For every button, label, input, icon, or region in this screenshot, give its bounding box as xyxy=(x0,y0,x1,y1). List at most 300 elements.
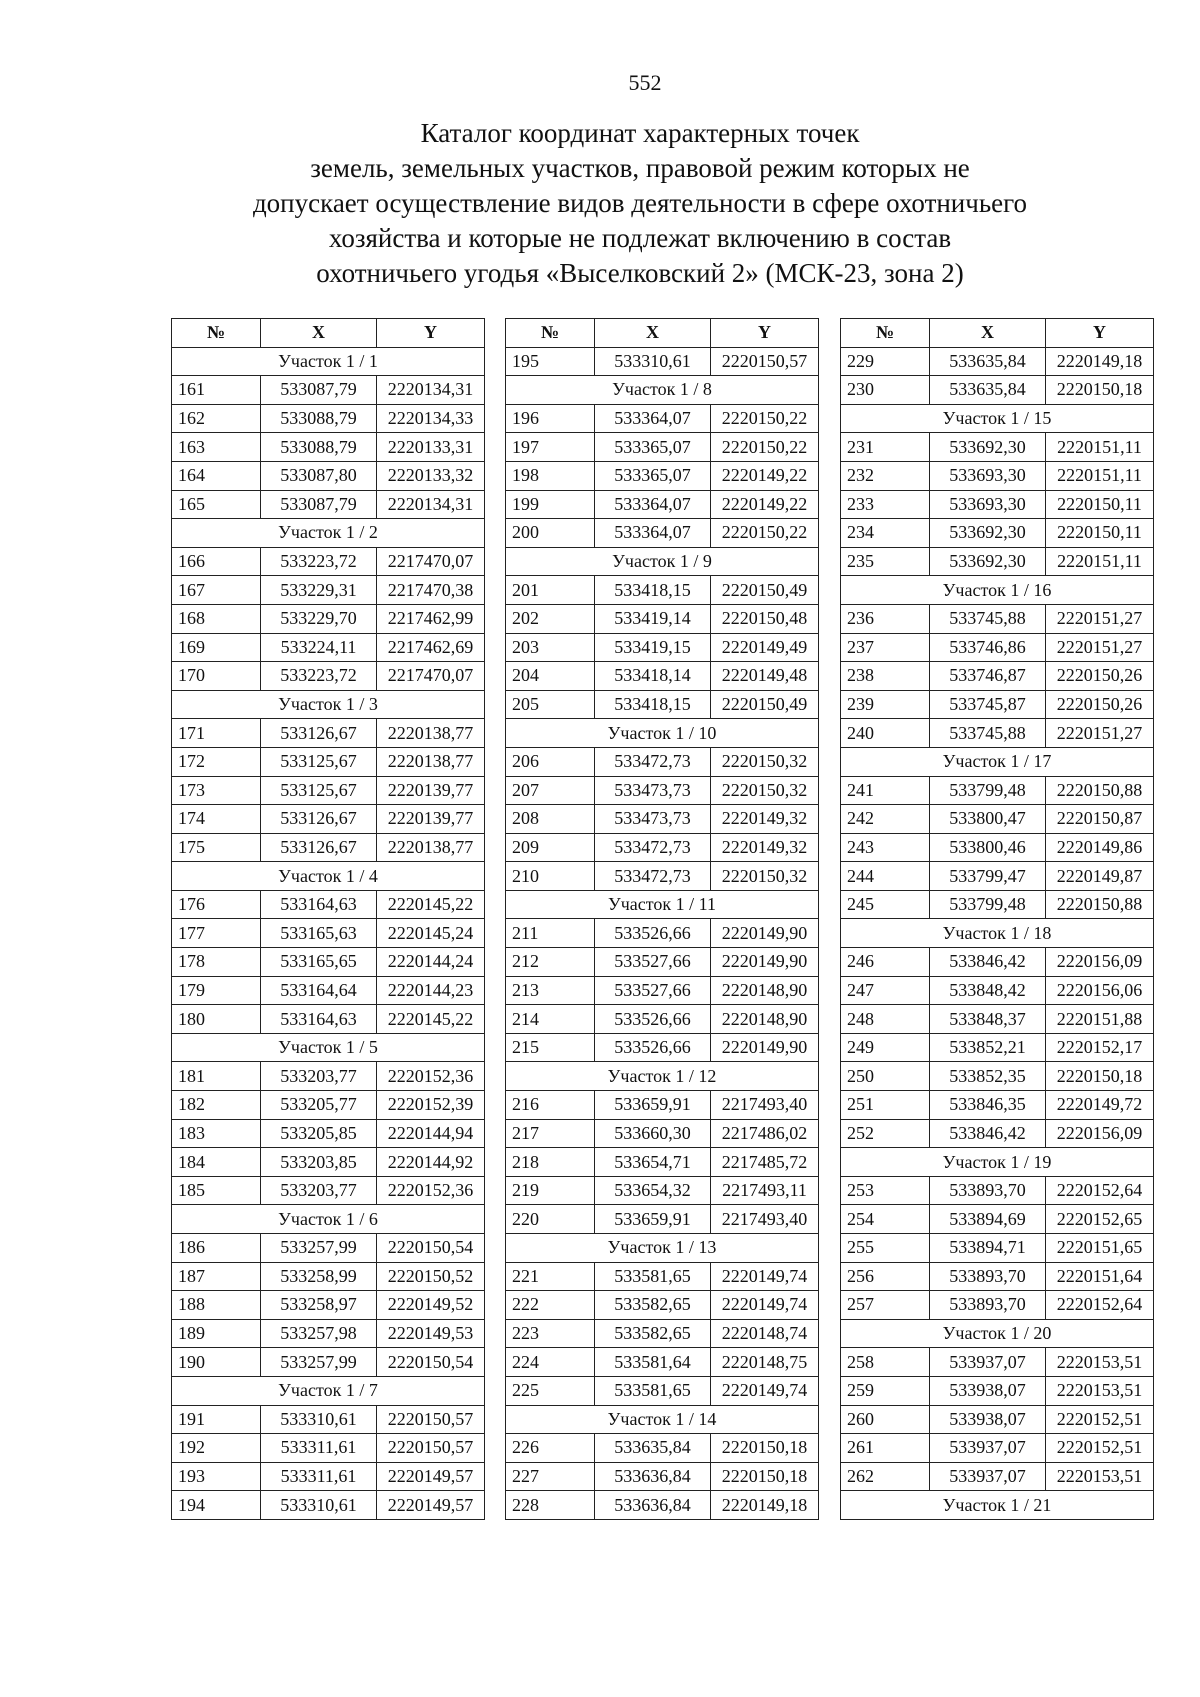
section-label: Участок 1 / 18 xyxy=(841,919,1154,948)
table-row xyxy=(506,662,819,691)
section-row xyxy=(841,747,1154,776)
x-coordinate: 533203,85 xyxy=(261,1148,377,1177)
title-line: охотничьего угодья «Выселковский 2» (МСК-23, зона 2) xyxy=(316,258,964,288)
y-coordinate: 2220153,51 xyxy=(1046,1462,1154,1491)
point-number: 242 xyxy=(841,805,930,834)
table-row xyxy=(172,1119,485,1148)
x-coordinate: 533526,66 xyxy=(595,1005,711,1034)
section-row xyxy=(506,1062,819,1091)
x-coordinate: 533164,64 xyxy=(261,976,377,1005)
y-coordinate: 2217462,99 xyxy=(377,604,485,633)
x-coordinate: 533636,84 xyxy=(595,1462,711,1491)
y-coordinate: 2220148,75 xyxy=(711,1348,819,1377)
table-row xyxy=(172,1062,485,1091)
y-coordinate: 2220150,57 xyxy=(377,1405,485,1434)
y-coordinate: 2220149,72 xyxy=(1046,1091,1154,1120)
section-label: Участок 1 / 1 xyxy=(172,347,485,376)
table-row xyxy=(172,1091,485,1120)
y-coordinate: 2220145,24 xyxy=(377,919,485,948)
point-number: 164 xyxy=(172,461,261,490)
y-coordinate: 2220149,90 xyxy=(711,948,819,977)
point-number: 238 xyxy=(841,662,930,691)
x-coordinate: 533800,46 xyxy=(930,833,1046,862)
point-number: 248 xyxy=(841,1005,930,1034)
table-row xyxy=(841,604,1154,633)
table-row xyxy=(841,1176,1154,1205)
y-coordinate: 2220144,24 xyxy=(377,948,485,977)
x-coordinate: 533364,07 xyxy=(595,519,711,548)
table-row xyxy=(506,1119,819,1148)
table-row xyxy=(506,805,819,834)
table-row xyxy=(172,776,485,805)
y-coordinate: 2220150,11 xyxy=(1046,519,1154,548)
x-coordinate: 533224,11 xyxy=(261,633,377,662)
x-coordinate: 533087,80 xyxy=(261,461,377,490)
x-coordinate: 533203,77 xyxy=(261,1176,377,1205)
y-coordinate: 2220144,94 xyxy=(377,1119,485,1148)
y-coordinate: 2220152,64 xyxy=(1046,1176,1154,1205)
x-coordinate: 533310,61 xyxy=(261,1405,377,1434)
section-row xyxy=(172,690,485,719)
point-number: 212 xyxy=(506,948,595,977)
section-label: Участок 1 / 14 xyxy=(506,1405,819,1434)
point-number: 243 xyxy=(841,833,930,862)
x-coordinate: 533799,48 xyxy=(930,890,1046,919)
table-row xyxy=(841,1376,1154,1405)
section-row xyxy=(841,1319,1154,1348)
x-coordinate: 533365,07 xyxy=(595,461,711,490)
y-coordinate: 2220149,90 xyxy=(711,1033,819,1062)
point-number: 237 xyxy=(841,633,930,662)
x-coordinate: 533693,30 xyxy=(930,461,1046,490)
y-coordinate: 2220149,74 xyxy=(711,1376,819,1405)
point-number: 227 xyxy=(506,1462,595,1491)
table-row xyxy=(506,1205,819,1234)
x-coordinate: 533636,84 xyxy=(595,1491,711,1520)
table-row xyxy=(841,1234,1154,1263)
point-number: 168 xyxy=(172,604,261,633)
table-row xyxy=(506,347,819,376)
y-coordinate: 2220138,77 xyxy=(377,719,485,748)
x-coordinate: 533692,30 xyxy=(930,519,1046,548)
x-coordinate: 533364,07 xyxy=(595,404,711,433)
y-coordinate: 2220134,33 xyxy=(377,404,485,433)
point-number: 255 xyxy=(841,1234,930,1263)
point-number: 222 xyxy=(506,1291,595,1320)
x-coordinate: 533229,70 xyxy=(261,604,377,633)
coordinates-table-left xyxy=(171,318,485,1520)
table-row xyxy=(172,1148,485,1177)
section-row xyxy=(506,547,819,576)
point-number: 195 xyxy=(506,347,595,376)
point-number: 213 xyxy=(506,976,595,1005)
point-number: 209 xyxy=(506,833,595,862)
point-number: 226 xyxy=(506,1434,595,1463)
table-row xyxy=(172,633,485,662)
table-row xyxy=(506,776,819,805)
table-row xyxy=(841,1291,1154,1320)
section-label: Участок 1 / 3 xyxy=(172,690,485,719)
x-coordinate: 533419,14 xyxy=(595,604,711,633)
coordinates-table-right xyxy=(840,318,1154,1520)
x-coordinate: 533125,67 xyxy=(261,776,377,805)
table-row xyxy=(841,519,1154,548)
section-row xyxy=(172,862,485,891)
point-number: 217 xyxy=(506,1119,595,1148)
header-y: Y xyxy=(711,319,819,348)
point-number: 192 xyxy=(172,1434,261,1463)
point-number: 197 xyxy=(506,433,595,462)
y-coordinate: 2220150,57 xyxy=(711,347,819,376)
x-coordinate: 533126,67 xyxy=(261,833,377,862)
point-number: 250 xyxy=(841,1062,930,1091)
table-row xyxy=(841,547,1154,576)
x-coordinate: 533937,07 xyxy=(930,1348,1046,1377)
y-coordinate: 2217493,11 xyxy=(711,1176,819,1205)
table-row xyxy=(506,404,819,433)
point-number: 236 xyxy=(841,604,930,633)
table-row xyxy=(172,1319,485,1348)
point-number: 247 xyxy=(841,976,930,1005)
y-coordinate: 2220152,36 xyxy=(377,1062,485,1091)
point-number: 190 xyxy=(172,1348,261,1377)
table-row xyxy=(841,1348,1154,1377)
x-coordinate: 533164,63 xyxy=(261,1005,377,1034)
point-number: 261 xyxy=(841,1434,930,1463)
y-coordinate: 2220150,87 xyxy=(1046,805,1154,834)
point-number: 232 xyxy=(841,461,930,490)
x-coordinate: 533527,66 xyxy=(595,948,711,977)
point-number: 254 xyxy=(841,1205,930,1234)
table-row xyxy=(506,1376,819,1405)
y-coordinate: 2220150,18 xyxy=(711,1434,819,1463)
point-number: 206 xyxy=(506,747,595,776)
table-row xyxy=(841,1462,1154,1491)
table-row xyxy=(172,1262,485,1291)
table-row xyxy=(506,490,819,519)
point-number: 205 xyxy=(506,690,595,719)
table-row xyxy=(841,890,1154,919)
point-number: 221 xyxy=(506,1262,595,1291)
section-label: Участок 1 / 17 xyxy=(841,747,1154,776)
y-coordinate: 2220150,52 xyxy=(377,1262,485,1291)
point-number: 189 xyxy=(172,1319,261,1348)
y-coordinate: 2220139,77 xyxy=(377,805,485,834)
point-number: 231 xyxy=(841,433,930,462)
y-coordinate: 2220156,09 xyxy=(1046,948,1154,977)
point-number: 241 xyxy=(841,776,930,805)
x-coordinate: 533846,42 xyxy=(930,948,1046,977)
table-row xyxy=(841,805,1154,834)
table-row xyxy=(172,1348,485,1377)
x-coordinate: 533257,98 xyxy=(261,1319,377,1348)
y-coordinate: 2220144,92 xyxy=(377,1148,485,1177)
y-coordinate: 2220152,65 xyxy=(1046,1205,1154,1234)
point-number: 172 xyxy=(172,747,261,776)
x-coordinate: 533852,21 xyxy=(930,1033,1046,1062)
point-number: 260 xyxy=(841,1405,930,1434)
table-row xyxy=(506,461,819,490)
point-number: 167 xyxy=(172,576,261,605)
point-number: 225 xyxy=(506,1376,595,1405)
table-row xyxy=(506,1291,819,1320)
table-row xyxy=(172,976,485,1005)
table-row xyxy=(506,1434,819,1463)
section-label: Участок 1 / 19 xyxy=(841,1148,1154,1177)
point-number: 244 xyxy=(841,862,930,891)
point-number: 175 xyxy=(172,833,261,862)
x-coordinate: 533799,47 xyxy=(930,862,1046,891)
point-number: 245 xyxy=(841,890,930,919)
x-coordinate: 533581,65 xyxy=(595,1376,711,1405)
x-coordinate: 533164,63 xyxy=(261,890,377,919)
table-row xyxy=(841,776,1154,805)
point-number: 187 xyxy=(172,1262,261,1291)
table-row xyxy=(172,805,485,834)
point-number: 181 xyxy=(172,1062,261,1091)
x-coordinate: 533746,87 xyxy=(930,662,1046,691)
table-row xyxy=(172,1405,485,1434)
point-number: 258 xyxy=(841,1348,930,1377)
section-label: Участок 1 / 8 xyxy=(506,376,819,405)
y-coordinate: 2220138,77 xyxy=(377,833,485,862)
table-row xyxy=(841,1062,1154,1091)
table-row xyxy=(841,1033,1154,1062)
table-row xyxy=(172,662,485,691)
x-coordinate: 533894,71 xyxy=(930,1234,1046,1263)
point-number: 170 xyxy=(172,662,261,691)
x-coordinate: 533310,61 xyxy=(595,347,711,376)
y-coordinate: 2220149,53 xyxy=(377,1319,485,1348)
y-coordinate: 2220151,11 xyxy=(1046,433,1154,462)
x-coordinate: 533848,37 xyxy=(930,1005,1046,1034)
table-row xyxy=(506,747,819,776)
x-coordinate: 533258,99 xyxy=(261,1262,377,1291)
header-x: X xyxy=(261,319,377,348)
x-coordinate: 533223,72 xyxy=(261,547,377,576)
section-label: Участок 1 / 4 xyxy=(172,862,485,891)
table-row xyxy=(172,404,485,433)
x-coordinate: 533526,66 xyxy=(595,919,711,948)
y-coordinate: 2220149,87 xyxy=(1046,862,1154,891)
y-coordinate: 2220149,90 xyxy=(711,919,819,948)
table-row xyxy=(172,1005,485,1034)
x-coordinate: 533088,79 xyxy=(261,404,377,433)
y-coordinate: 2220133,31 xyxy=(377,433,485,462)
table-row xyxy=(841,461,1154,490)
x-coordinate: 533635,84 xyxy=(595,1434,711,1463)
y-coordinate: 2217470,07 xyxy=(377,662,485,691)
y-coordinate: 2220150,22 xyxy=(711,519,819,548)
point-number: 163 xyxy=(172,433,261,462)
table-row xyxy=(172,490,485,519)
y-coordinate: 2220156,06 xyxy=(1046,976,1154,1005)
y-coordinate: 2220152,51 xyxy=(1046,1434,1154,1463)
x-coordinate: 533527,66 xyxy=(595,976,711,1005)
x-coordinate: 533203,77 xyxy=(261,1062,377,1091)
point-number: 233 xyxy=(841,490,930,519)
x-coordinate: 533745,88 xyxy=(930,604,1046,633)
header-x: X xyxy=(930,319,1046,348)
y-coordinate: 2220148,90 xyxy=(711,976,819,1005)
point-number: 162 xyxy=(172,404,261,433)
section-label: Участок 1 / 15 xyxy=(841,404,1154,433)
header-row xyxy=(172,319,485,348)
point-number: 240 xyxy=(841,719,930,748)
y-coordinate: 2220152,64 xyxy=(1046,1291,1154,1320)
x-coordinate: 533635,84 xyxy=(930,347,1046,376)
section-label: Участок 1 / 21 xyxy=(841,1491,1154,1520)
section-label: Участок 1 / 10 xyxy=(506,719,819,748)
section-row xyxy=(172,519,485,548)
point-number: 169 xyxy=(172,633,261,662)
table-row xyxy=(506,1348,819,1377)
x-coordinate: 533635,84 xyxy=(930,376,1046,405)
title-line: Каталог координат характерных точек xyxy=(420,118,860,148)
y-coordinate: 2220149,49 xyxy=(711,633,819,662)
y-coordinate: 2220149,22 xyxy=(711,461,819,490)
y-coordinate: 2220150,32 xyxy=(711,747,819,776)
x-coordinate: 533848,42 xyxy=(930,976,1046,1005)
title-line: допускает осуществление видов деятельности в сфере охотничьего xyxy=(252,188,1028,218)
y-coordinate: 2220150,49 xyxy=(711,690,819,719)
point-number: 249 xyxy=(841,1033,930,1062)
point-number: 179 xyxy=(172,976,261,1005)
y-coordinate: 2220156,09 xyxy=(1046,1119,1154,1148)
table-row xyxy=(841,1434,1154,1463)
table-row xyxy=(172,604,485,633)
y-coordinate: 2220149,74 xyxy=(711,1262,819,1291)
table-row xyxy=(172,461,485,490)
point-number: 259 xyxy=(841,1376,930,1405)
point-number: 200 xyxy=(506,519,595,548)
point-number: 193 xyxy=(172,1462,261,1491)
y-coordinate: 2220152,36 xyxy=(377,1176,485,1205)
x-coordinate: 533205,77 xyxy=(261,1091,377,1120)
point-number: 207 xyxy=(506,776,595,805)
x-coordinate: 533938,07 xyxy=(930,1376,1046,1405)
table-row xyxy=(506,604,819,633)
point-number: 185 xyxy=(172,1176,261,1205)
x-coordinate: 533087,79 xyxy=(261,490,377,519)
table-row xyxy=(506,1319,819,1348)
table-row xyxy=(506,1462,819,1491)
point-number: 171 xyxy=(172,719,261,748)
y-coordinate: 2220149,86 xyxy=(1046,833,1154,862)
y-coordinate: 2217470,07 xyxy=(377,547,485,576)
section-label: Участок 1 / 12 xyxy=(506,1062,819,1091)
point-number: 214 xyxy=(506,1005,595,1034)
point-number: 174 xyxy=(172,805,261,834)
point-number: 216 xyxy=(506,1091,595,1120)
y-coordinate: 2220148,74 xyxy=(711,1319,819,1348)
y-coordinate: 2220150,88 xyxy=(1046,890,1154,919)
table-row xyxy=(172,1462,485,1491)
table-row xyxy=(841,376,1154,405)
point-number: 198 xyxy=(506,461,595,490)
y-coordinate: 2220134,31 xyxy=(377,490,485,519)
y-coordinate: 2220150,32 xyxy=(711,776,819,805)
y-coordinate: 2220151,64 xyxy=(1046,1262,1154,1291)
table-row xyxy=(172,747,485,776)
table-row xyxy=(506,1005,819,1034)
point-number: 223 xyxy=(506,1319,595,1348)
y-coordinate: 2220149,57 xyxy=(377,1491,485,1520)
table-row xyxy=(841,1405,1154,1434)
x-coordinate: 533087,79 xyxy=(261,376,377,405)
table-row xyxy=(841,1205,1154,1234)
coordinates-table-middle xyxy=(505,318,819,1520)
point-number: 199 xyxy=(506,490,595,519)
y-coordinate: 2220153,51 xyxy=(1046,1348,1154,1377)
section-row xyxy=(506,719,819,748)
header-x: X xyxy=(595,319,711,348)
table-row xyxy=(841,1091,1154,1120)
y-coordinate: 2220150,26 xyxy=(1046,662,1154,691)
header-number: № xyxy=(506,319,595,348)
table-row xyxy=(506,633,819,662)
point-number: 204 xyxy=(506,662,595,691)
point-number: 229 xyxy=(841,347,930,376)
y-coordinate: 2220150,11 xyxy=(1046,490,1154,519)
y-coordinate: 2217486,02 xyxy=(711,1119,819,1148)
point-number: 182 xyxy=(172,1091,261,1120)
section-row xyxy=(172,1205,485,1234)
y-coordinate: 2220150,54 xyxy=(377,1348,485,1377)
y-coordinate: 2220134,31 xyxy=(377,376,485,405)
point-number: 228 xyxy=(506,1491,595,1520)
section-label: Участок 1 / 13 xyxy=(506,1234,819,1263)
header-y: Y xyxy=(1046,319,1154,348)
x-coordinate: 533257,99 xyxy=(261,1348,377,1377)
point-number: 202 xyxy=(506,604,595,633)
table-row xyxy=(841,433,1154,462)
table-row xyxy=(172,890,485,919)
y-coordinate: 2220133,32 xyxy=(377,461,485,490)
table-row xyxy=(841,719,1154,748)
table-row xyxy=(506,1148,819,1177)
section-row xyxy=(172,1033,485,1062)
point-number: 235 xyxy=(841,547,930,576)
table-row xyxy=(172,919,485,948)
section-row xyxy=(506,890,819,919)
y-coordinate: 2220149,48 xyxy=(711,662,819,691)
table-row xyxy=(172,719,485,748)
table-row xyxy=(841,662,1154,691)
x-coordinate: 533257,99 xyxy=(261,1234,377,1263)
table-row xyxy=(506,976,819,1005)
x-coordinate: 533418,15 xyxy=(595,690,711,719)
point-number: 180 xyxy=(172,1005,261,1034)
point-number: 177 xyxy=(172,919,261,948)
table-row xyxy=(841,347,1154,376)
x-coordinate: 533894,69 xyxy=(930,1205,1046,1234)
x-coordinate: 533893,70 xyxy=(930,1291,1046,1320)
catalog-title xyxy=(150,116,1130,291)
table-row xyxy=(841,633,1154,662)
x-coordinate: 533473,73 xyxy=(595,805,711,834)
table-row xyxy=(172,948,485,977)
section-row xyxy=(841,576,1154,605)
point-number: 246 xyxy=(841,948,930,977)
y-coordinate: 2220150,54 xyxy=(377,1234,485,1263)
y-coordinate: 2220149,57 xyxy=(377,1462,485,1491)
table-row xyxy=(506,1091,819,1120)
point-number: 257 xyxy=(841,1291,930,1320)
y-coordinate: 2220150,48 xyxy=(711,604,819,633)
section-label: Участок 1 / 5 xyxy=(172,1033,485,1062)
x-coordinate: 533938,07 xyxy=(930,1405,1046,1434)
